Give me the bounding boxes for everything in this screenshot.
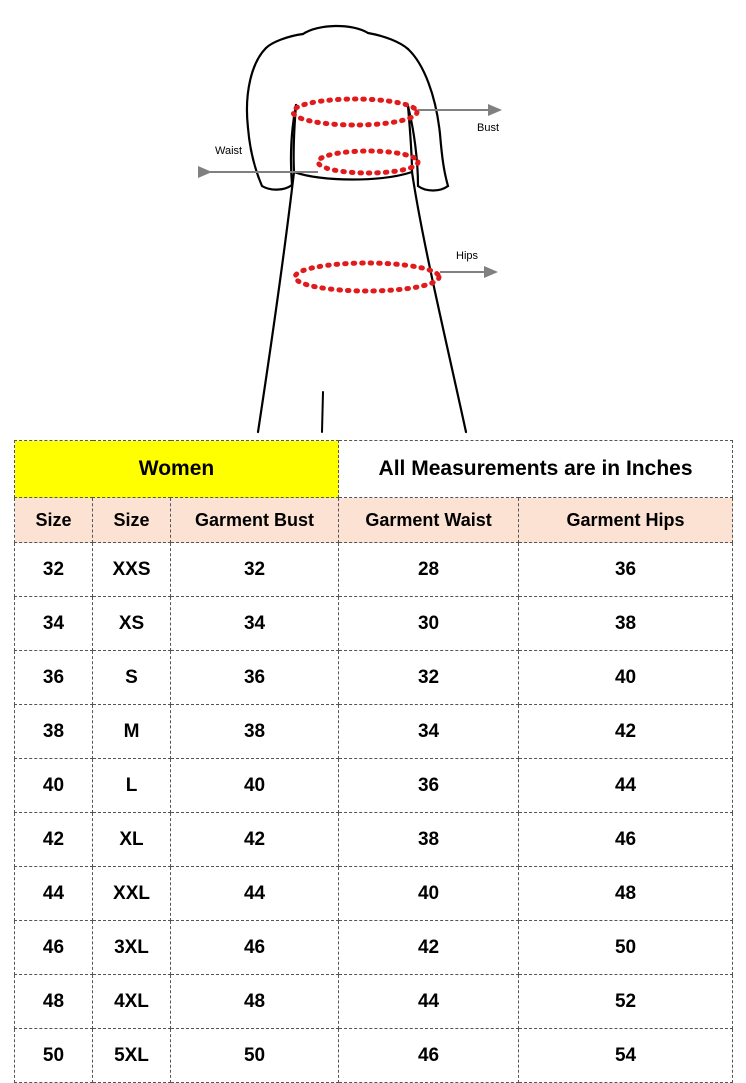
table-row	[15, 651, 733, 705]
cell-size-alpha: 5XL	[93, 1029, 171, 1083]
cell-size-alpha: XXS	[93, 543, 171, 597]
cell-size-numeric: 38	[15, 705, 93, 759]
cell-bust: 48	[171, 975, 339, 1029]
cell-waist: 46	[339, 1029, 519, 1083]
table-row	[15, 867, 733, 921]
waist-label: Waist	[215, 145, 243, 157]
table-row	[15, 813, 733, 867]
cell-size-alpha: M	[93, 705, 171, 759]
dress-outline	[247, 26, 466, 432]
cell-waist: 38	[339, 813, 519, 867]
hips-measure-line	[295, 263, 439, 291]
cell-size-numeric: 40	[15, 759, 93, 813]
size-table-container	[14, 440, 732, 1083]
column-header-garment-hips: Garment Hips	[519, 498, 733, 543]
cell-size-numeric: 32	[15, 543, 93, 597]
cell-waist: 36	[339, 759, 519, 813]
cell-bust: 32	[171, 543, 339, 597]
cell-waist: 42	[339, 921, 519, 975]
cell-size-alpha: 4XL	[93, 975, 171, 1029]
table-row	[15, 975, 733, 1029]
cell-waist: 34	[339, 705, 519, 759]
table-row	[15, 1029, 733, 1083]
table-row	[15, 597, 733, 651]
table-row	[15, 921, 733, 975]
table-row	[15, 705, 733, 759]
cell-size-alpha: XL	[93, 813, 171, 867]
cell-bust: 40	[171, 759, 339, 813]
cell-bust: 36	[171, 651, 339, 705]
cell-size-alpha: S	[93, 651, 171, 705]
dress-illustration	[0, 0, 746, 440]
title-women: Women	[15, 441, 339, 498]
cell-waist: 30	[339, 597, 519, 651]
cell-size-numeric: 36	[15, 651, 93, 705]
table-row	[15, 543, 733, 597]
cell-hips: 46	[519, 813, 733, 867]
cell-size-alpha: XXL	[93, 867, 171, 921]
cell-size-alpha: L	[93, 759, 171, 813]
column-header-garment-bust: Garment Bust	[171, 498, 339, 543]
title-measurements: All Measurements are in Inches	[339, 441, 733, 498]
cell-hips: 42	[519, 705, 733, 759]
cell-size-alpha: 3XL	[93, 921, 171, 975]
cell-bust: 38	[171, 705, 339, 759]
column-header-size-numeric: Size	[15, 498, 93, 543]
waist-measure-line	[318, 151, 418, 173]
hips-label: Hips	[456, 250, 479, 262]
cell-size-numeric: 48	[15, 975, 93, 1029]
cell-hips: 40	[519, 651, 733, 705]
cell-hips: 48	[519, 867, 733, 921]
cell-bust: 46	[171, 921, 339, 975]
cell-size-numeric: 50	[15, 1029, 93, 1083]
cell-hips: 52	[519, 975, 733, 1029]
cell-hips: 36	[519, 543, 733, 597]
cell-size-numeric: 44	[15, 867, 93, 921]
cell-bust: 42	[171, 813, 339, 867]
cell-waist: 44	[339, 975, 519, 1029]
cell-hips: 44	[519, 759, 733, 813]
cell-size-numeric: 42	[15, 813, 93, 867]
cell-hips: 38	[519, 597, 733, 651]
table-row	[15, 759, 733, 813]
bust-measure-line	[293, 99, 417, 125]
column-header-garment-waist: Garment Waist	[339, 498, 519, 543]
size-chart-table	[14, 440, 733, 1083]
cell-size-alpha: XS	[93, 597, 171, 651]
table-header-row	[15, 498, 733, 543]
cell-bust: 44	[171, 867, 339, 921]
cell-hips: 54	[519, 1029, 733, 1083]
column-header-size-alpha: Size	[93, 498, 171, 543]
cell-waist: 28	[339, 543, 519, 597]
table-title-row	[15, 441, 733, 498]
cell-hips: 50	[519, 921, 733, 975]
cell-bust: 50	[171, 1029, 339, 1083]
cell-waist: 32	[339, 651, 519, 705]
cell-size-numeric: 34	[15, 597, 93, 651]
cell-size-numeric: 46	[15, 921, 93, 975]
bust-label: Bust	[477, 122, 500, 134]
cell-bust: 34	[171, 597, 339, 651]
cell-waist: 40	[339, 867, 519, 921]
